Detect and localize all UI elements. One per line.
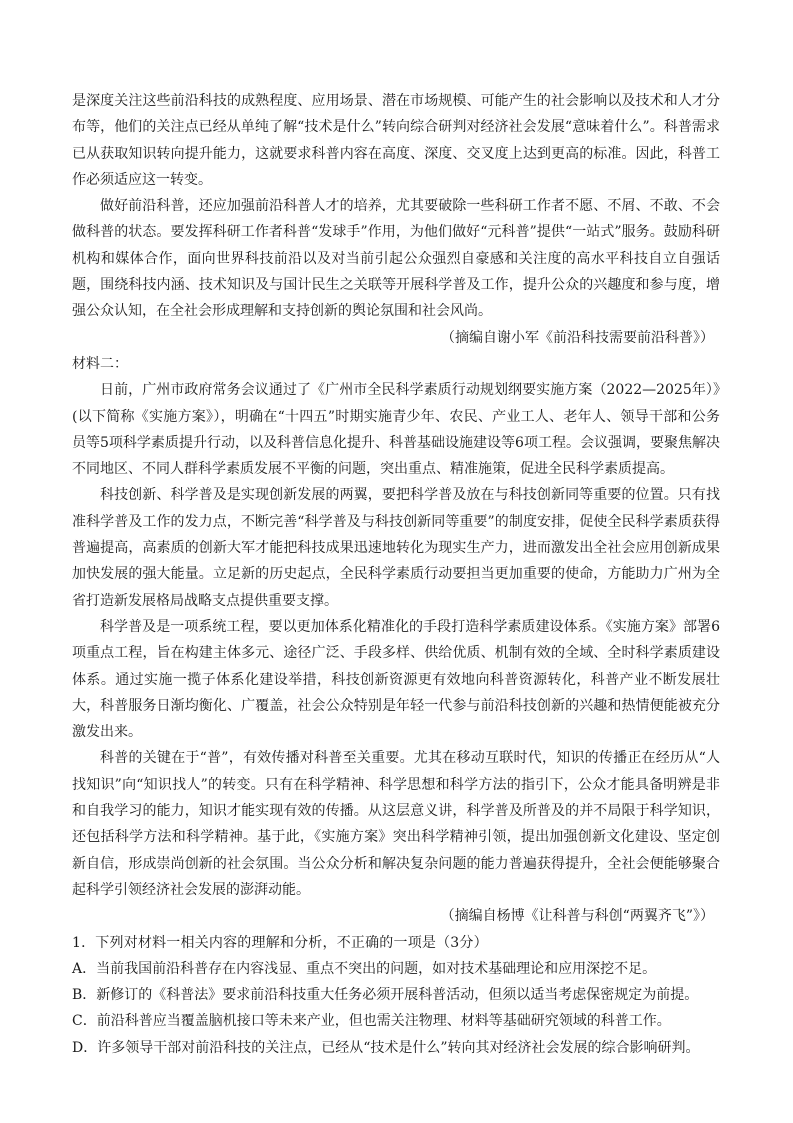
material2-paragraph-4: 科普的关键在于“普”，有效传播对科普至关重要。尤其在移动互联时代，知识的传播正在经历从“人找知识”向“知识找人”的转变。只有在科学精神、科学思想和科学方法的指引下，公众才能具备明辨是非和自我学习的能力，知识才能实现有效的传播。从这层意义讲，科学普及所普及的并不局限于科学知识，还包括科学方法和科学精神。基于此，《实施方案》突出科学精神引领，提出加强创新文化建设、坚定创新自信，形成崇尚创新的社会氛围。当公众分析和解决复杂问题的能力普遍获得提升，全社会便能够聚合起科学引领经济社会发展的澎湃动能。 (72, 750, 720, 898)
question-1-option-b: B．新修订的《科普法》要求前沿科技重大任务必须开展科普活动，但须以适当考虑保密规定为前提。 (72, 987, 699, 1004)
question-1 (72, 930, 720, 1061)
question-1-stem: 1．下列对材料一相关内容的理解和分析，不正确的一项是（3分） (72, 934, 488, 951)
document-page (72, 88, 720, 1061)
question-1-option-a: A．当前我国前沿科普存在内容浅显、重点不突出的问题，如对技术基础理论和应用深挖不足。 (72, 960, 657, 977)
material2-paragraph-3: 科学普及是一项系统工程，要以更加体系化精准化的手段打造科学素质建设体系。《实施方案》部署6项重点工程，旨在构建主体多元、途径广泛、手段多样、供给优质、机制有效的全域、全时科学素质建设体系。通过实施一揽子体系化建设举措，科技创新资源更有效地向科普资源转化，科普产业不断发展壮大，科普服务日渐均衡化、广覆盖，社会公众特别是年轻一代参与前沿科技创新的兴趣和热情便能被充分激发出来。 (72, 618, 720, 741)
material2-paragraph-1: 日前，广州市政府常务会议通过了《广州市全民科学素质行动规划纲要实施方案（2022—2025年）》(以下简称《实施方案》），明确在“十四五”时期实施青少年、农民、产业工人、老年人、领导干部和公务员等5项科学素质提升行动，以及科普信息化提升、科普基础设施建设等6项工程。会议强调，要聚焦解决不同地区、不同人群科学素质发展不平衡的问题，突出重点、精准施策，促进全民科学素质提高。 (72, 382, 720, 478)
material2-source: （摘编自杨博《让科普与科创“两翼齐飞”》） (440, 908, 714, 925)
material1-paragraph-2: 做好前沿科普，还应加强前沿科普人才的培养，尤其要破除一些科研工作者不愿、不屑、不敢、不会做科普的状态。要发挥科研工作者科普“发球手”作用，为他们做好“元科普”提供“一站式”服务。鼓励科研机构和媒体合作，面向世界科技前沿以及对当前引起公众强烈自豪感和关注度的高水平科技自立自强话题，围绕科技内涵、技术知识及与国计民生之关联等开展科学普及工作，提升公众的兴趣度和参与度，增强公众认知，在全社会形成理解和支持创新的舆论氛围和社会风尚。 (72, 198, 720, 320)
material2-paragraph-2: 科技创新、科学普及是实现创新发展的两翼，要把科学普及放在与科技创新同等重要的位置。只有找准科学普及工作的发力点，不断完善“科学普及与科技创新同等重要”的制度安排，促使全民科学素质获得普遍提高，高素质的创新大军才能把科技成果迅速地转化为现实生产力，进而激发出全社会应用创新成果加快发展的强大能量。立足新的历史起点，全民科学素质行动要担当更加重要的使命，方能助力广州为全省打造新发展格局战略支点提供重要支撑。 (72, 487, 720, 609)
question-1-option-c: C．前沿科普应当覆盖脑机接口等未来产业，但也需关注物理、材料等基础研究领域的科普工作。 (72, 1013, 671, 1030)
material1-source: （摘编自谢小军《前沿科技需要前沿科普》） (441, 329, 714, 346)
material2-heading: 材料二： (72, 355, 128, 372)
question-1-option-d: D．许多领导干部对前沿科技的关注点，已经从“技术是什么”转向其对经济社会发展的综合影响研判。 (72, 1039, 700, 1056)
material1-paragraph-continued: 是深度关注这些前沿科技的成熟程度、应用场景、潜在市场规模、可能产生的社会影响以及技术和人才分布等，他们的关注点已经从单纯了解“技术是什么”转向综合研判对经济社会发展“意味着什么”。科普需求已从获取知识转向提升能力，这就要求科普内容在高度、深度、交叉度上达到更高的标准。因此，科普工作必须适应这一转变。 (72, 93, 720, 188)
